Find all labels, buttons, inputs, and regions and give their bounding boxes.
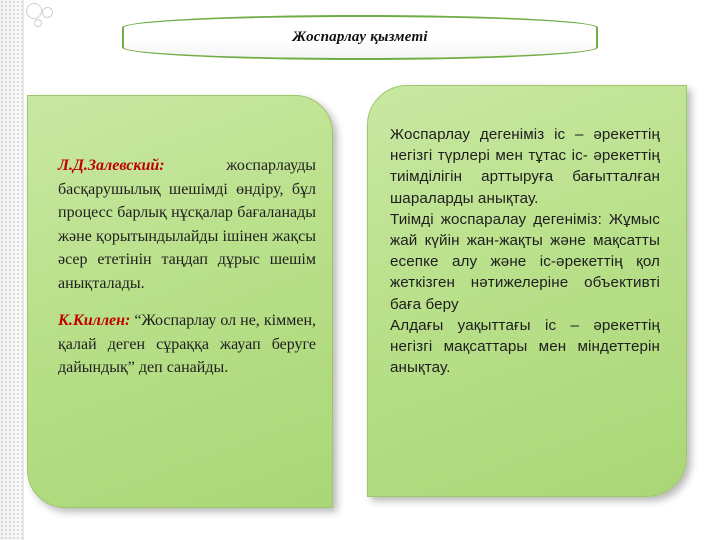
decorative-side-strip [0,0,22,540]
killen-definition [58,309,316,380]
slide-title: Жоспарлау қызметі [292,29,428,45]
planning-definition: Жоспарлау дегеніміз іс – әрекеттің негізгі түрлері мен тұтас іс- әрекеттің тиімділігін арттыруға бағытталған шараларды анықтау. [390,126,660,207]
right-text-panel [367,85,687,497]
author-zalevsky: Л.Д.Залевский: [58,157,165,174]
killen-text: “Жоспарлау ол не, кіммен, қалай деген сұраққа жауап беруге дайындық” деп санайды. [58,312,316,376]
zalevsky-definition [58,154,316,295]
zalevsky-text: жоспарлауды басқарушылық шешімді өндіру, бұл процесс барлық нұсқалар бағаланады және қорытындылайды ішінен жақсы әсер ететінін таңдап дұрыс шешім анықталады. [58,157,316,292]
left-text-panel [27,95,333,508]
ornament-circle [34,19,42,27]
decorative-circles [24,1,58,31]
ornament-circle [42,7,53,18]
title-banner [122,15,598,60]
future-goals-text: Алдағы уақыттағы іс – әрекеттің негізгі мақсаттары мен міндеттерін анықтау. [390,316,660,377]
author-killen: К.Киллен: [58,312,131,329]
effective-planning-definition: Тиімді жоспаралау дегеніміз: Жұмыс жай күйін жан-жақты және мақсатты есепке алу және іс-әрекеттің қол жеткізген нәтижелеріне объективті баға беру [390,210,660,313]
ornament-circle [26,3,42,19]
